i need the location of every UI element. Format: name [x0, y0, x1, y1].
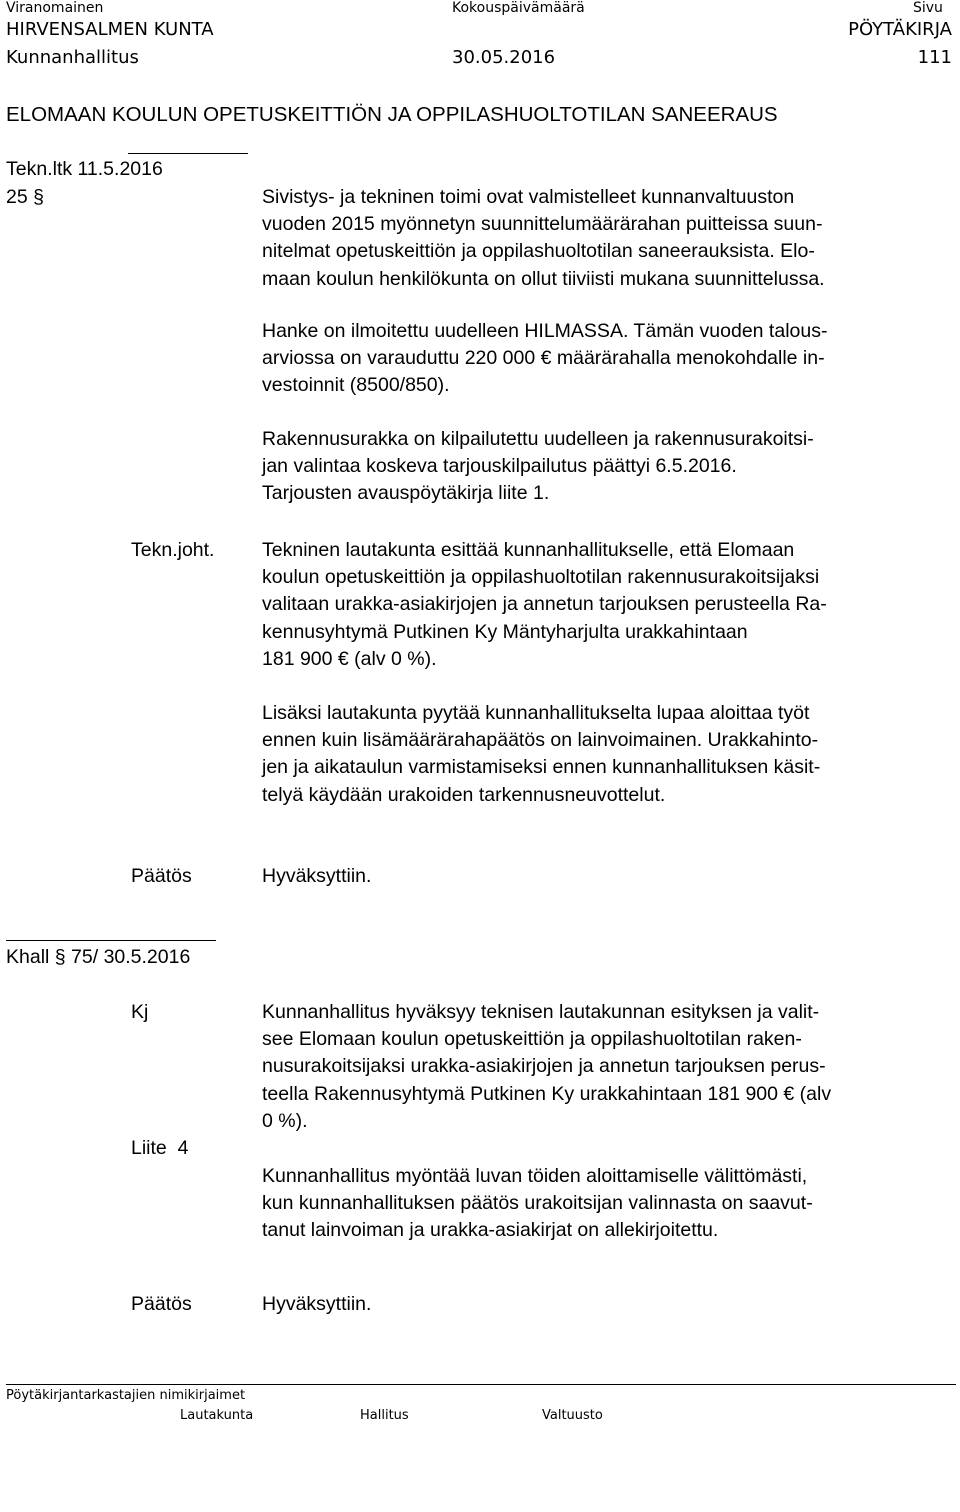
text-line: nusurakoitsijaksi urakka-asiakirjojen ja annetun tarjouksen perus-	[262, 1055, 826, 1078]
section1-ref: Tekn.ltk 11.5.2016	[6, 158, 163, 180]
section1-paragraph-4	[262, 537, 952, 673]
initials-label: Pöytäkirjantarkastajien nimikirjaimet	[6, 1388, 246, 1403]
attachment-label: Liite 4	[131, 1137, 189, 1159]
section2-paragraph-1	[262, 999, 952, 1135]
text-line: arviossa on varauduttu 220 000 € määrärahalla menokohdalle in-	[262, 347, 825, 370]
text-line: teella Rakennusyhtymä Putkinen Ky urakkahintaan 181 900 € (alv	[262, 1082, 832, 1105]
decision-label: Päätös	[131, 865, 192, 887]
body-name: Kunnanhallitus	[6, 47, 139, 68]
text-line: telyä käydään urakoiden tarkennusneuvottelut.	[262, 783, 666, 806]
text-line: vuoden 2015 myönnetyn suunnittelumäärärahan puitteissa suun-	[262, 213, 823, 236]
document-type: PÖYTÄKIRJA	[848, 19, 952, 40]
text-line: Kunnanhallitus myöntää luvan töiden aloittamiselle välittömästi,	[262, 1165, 808, 1187]
text-line: koulun opetuskeittiön ja oppilashuoltotilan rakennusurakoitsijaksi	[262, 566, 820, 589]
date-label: Kokouspäivämäärä	[452, 0, 585, 16]
text-line: valitaan urakka-asiakirjojen ja annetun tarjouksen perusteella Ra-	[262, 593, 827, 616]
text-line: Kunnanhallitus hyväksyy teknisen lautakunnan esityksen ja valit-	[262, 1001, 820, 1023]
text-line: Rakennusurakka on kilpailutettu uudelleen ja rakennusurakoitsi-	[262, 428, 814, 450]
authority-name: HIRVENSALMEN KUNTA	[6, 19, 214, 40]
section1-paragraph-2	[262, 318, 952, 400]
page-label: Sivu	[913, 0, 943, 16]
footer-rule	[6, 1384, 956, 1385]
decision-text: Hyväksyttiin.	[262, 1293, 372, 1315]
text-line: maan koulun henkilökunta on ollut tiiviisti mukana suunnittelussa.	[262, 267, 825, 290]
section1-paragraph-1	[262, 184, 952, 293]
section1-paragraph-3	[262, 426, 952, 508]
authority-label: Viranomainen	[6, 0, 104, 16]
text-line: 0 %).	[262, 1109, 308, 1132]
text-line: Lisäksi lautakunta pyytää kunnanhallitukselta lupaa aloittaa työt	[262, 702, 810, 724]
proposer-label: Kj	[131, 1001, 149, 1023]
text-line: vestoinnit (8500/850).	[262, 374, 450, 397]
section2-paragraph-2	[262, 1163, 952, 1245]
decision-label: Päätös	[131, 1293, 192, 1315]
page-number: 111	[917, 47, 952, 68]
text-line: Tarjousten avauspöytäkirja liite 1.	[262, 482, 550, 505]
text-line: jen ja aikataulun varmistamiseksi ennen kunnanhallituksen käsit-	[262, 756, 821, 779]
paragraph-number: 25 §	[6, 186, 44, 208]
text-line: kun kunnanhallituksen päätös urakoitsijan valinnasta on saavut-	[262, 1192, 813, 1215]
section1-rule	[128, 153, 248, 154]
section2-rule	[6, 940, 216, 941]
text-line: Sivistys- ja tekninen toimi ovat valmistelleet kunnanvaltuuston	[262, 186, 795, 208]
footer-column-valtuusto: Valtuusto	[542, 1408, 603, 1423]
text-line: see Elomaan koulun opetuskeittiön ja oppilashuoltotilan raken-	[262, 1028, 802, 1051]
text-line: tanut lainvoiman ja urakka-asiakirjat on allekirjoitettu.	[262, 1219, 719, 1242]
text-line: 181 900 € (alv 0 %).	[262, 647, 437, 670]
footer-column-hallitus: Hallitus	[360, 1408, 409, 1423]
text-line: jan valintaa koskeva tarjouskilpailutus päättyi 6.5.2016.	[262, 455, 737, 478]
section2-ref: Khall § 75/ 30.5.2016	[6, 946, 191, 968]
meeting-date: 30.05.2016	[452, 47, 556, 68]
section1-paragraph-5	[262, 700, 952, 809]
text-line: Hanke on ilmoitettu uudelleen HILMASSA. Tämän vuoden talous-	[262, 320, 828, 342]
document-title: ELOMAAN KOULUN OPETUSKEITTIÖN JA OPPILASHUOLTOTILAN SANEERAUS	[6, 103, 778, 126]
proposer-label: Tekn.joht.	[131, 539, 215, 561]
footer-column-lautakunta: Lautakunta	[180, 1408, 254, 1423]
text-line: Tekninen lautakunta esittää kunnanhallitukselle, että Elomaan	[262, 539, 795, 561]
text-line: kennusyhtymä Putkinen Ky Mäntyharjulta urakkahintaan	[262, 620, 748, 643]
decision-text: Hyväksyttiin.	[262, 865, 372, 887]
text-line: ennen kuin lisämäärärahapäätös on lainvoimainen. Urakkahinto-	[262, 729, 819, 752]
text-line: nitelmat opetuskeittiön ja oppilashuoltotilan saneerauksista. Elo-	[262, 240, 815, 263]
